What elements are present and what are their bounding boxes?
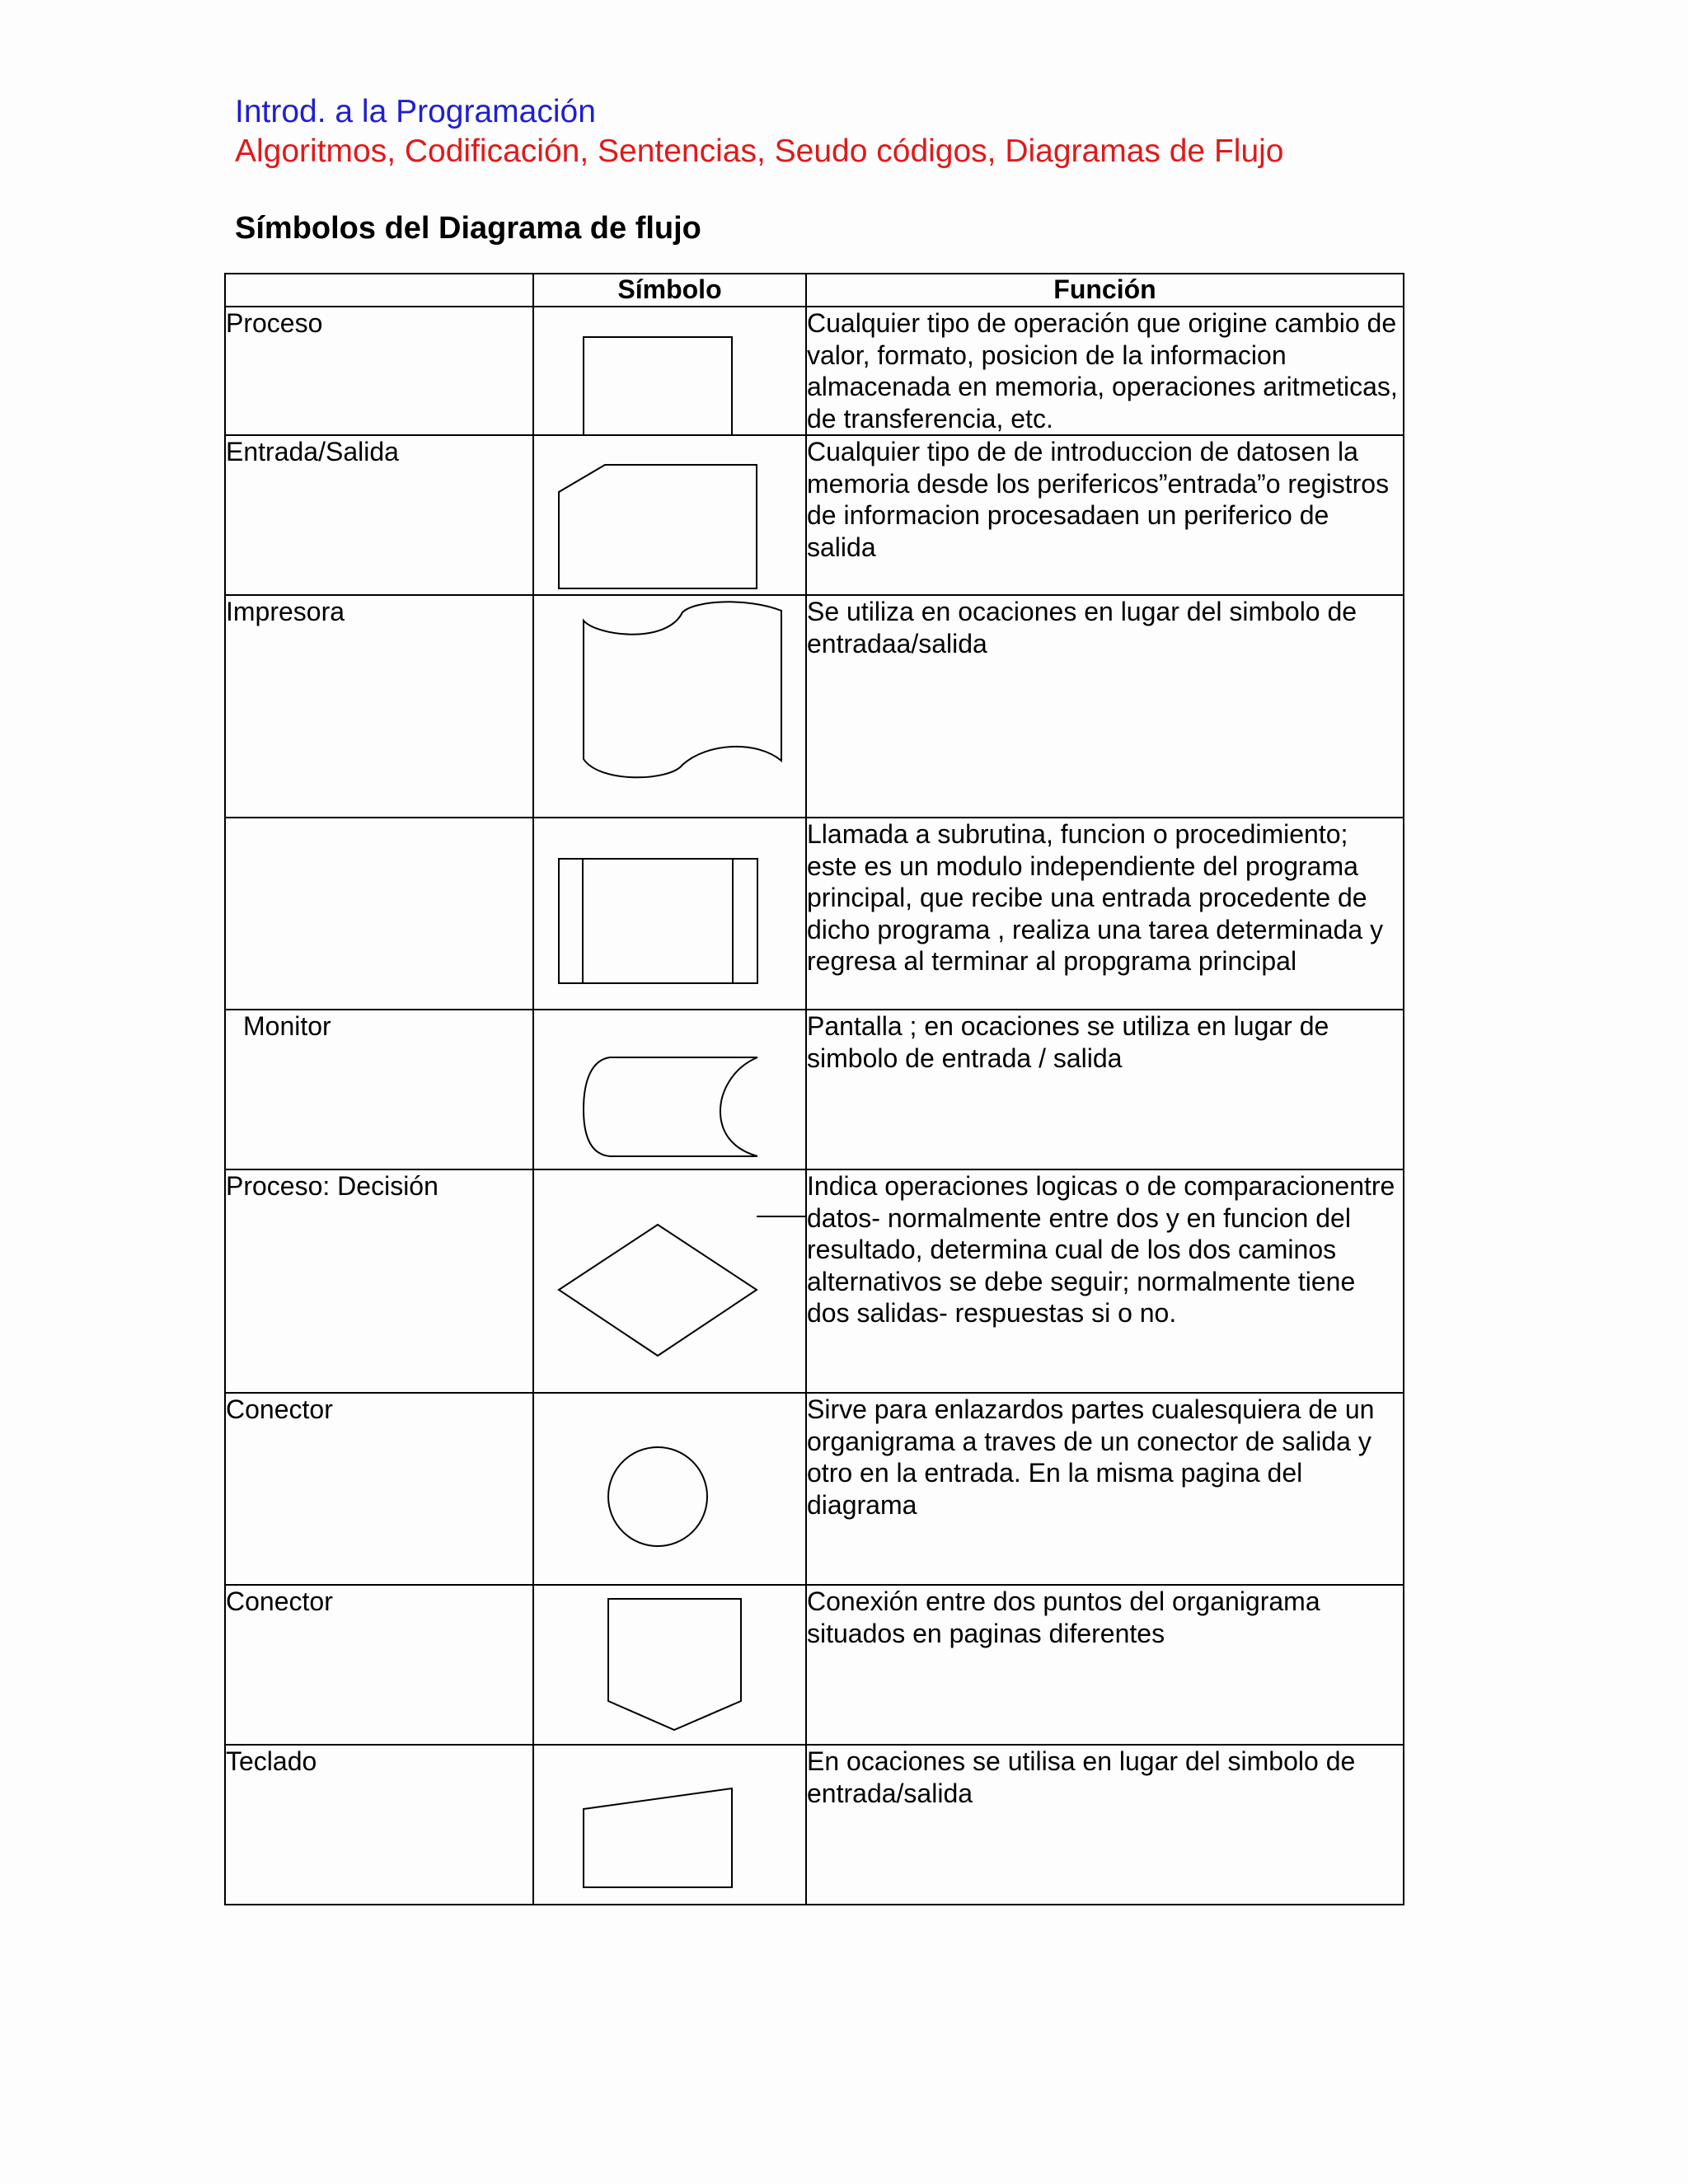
input-output-icon <box>534 436 807 594</box>
header-cell-name <box>225 274 533 307</box>
decision-diamond-icon <box>534 1170 807 1392</box>
table-row <box>225 435 1404 595</box>
symbol-name: Impresora <box>225 595 533 818</box>
subroutine-icon <box>534 818 807 1009</box>
symbol-name: Entrada/Salida <box>225 435 533 595</box>
symbol-cell <box>533 818 806 1010</box>
table-header-row <box>225 274 1404 307</box>
symbol-name: Conector <box>225 1585 533 1745</box>
off-page-connector-icon <box>534 1586 807 1744</box>
section-heading: Símbolos del Diagrama de flujo <box>235 211 701 246</box>
symbol-name: Proceso: Decisión <box>225 1169 533 1393</box>
topics-subtitle: Algoritmos, Codificación, Sentencias, Seudo códigos, Diagramas de Flujo <box>235 134 1284 169</box>
symbol-name: Proceso <box>225 307 533 435</box>
table-row <box>225 1169 1404 1393</box>
symbol-cell <box>533 1393 806 1585</box>
symbol-cell <box>533 435 806 595</box>
symbol-name: Teclado <box>225 1745 533 1905</box>
symbol-name: Monitor <box>225 1010 533 1169</box>
symbol-name: Conector <box>225 1393 533 1585</box>
connector-circle-icon <box>534 1394 807 1584</box>
symbol-function: Llamada a subrutina, funcion o procedimiento; este es un modulo independiente del programa principal, que recibe una entrada procedente de dicho programa , realiza una tarea determinada y regresa al terminar al propgrama principal <box>806 818 1404 1010</box>
manual-input-keyboard-icon <box>534 1746 807 1904</box>
header-cell-symbol: Símbolo <box>533 274 806 307</box>
symbol-function: Conexión entre dos puntos del organigrama situados en paginas diferentes <box>806 1585 1404 1745</box>
symbol-function: Sirve para enlazardos partes cualesquiera de un organigrama a traves de un conector de salida y otro en la entrada. En la misma pagina del diagrama <box>806 1393 1404 1585</box>
document-printer-icon <box>534 596 807 817</box>
symbol-name <box>225 818 533 1010</box>
table-row <box>225 595 1404 818</box>
symbol-function: En ocaciones se utilisa en lugar del simbolo de entrada/salida <box>806 1745 1404 1905</box>
table-row <box>225 1010 1404 1169</box>
document-header <box>235 92 1284 171</box>
course-title: Introd. a la Programación <box>235 94 596 129</box>
symbol-cell <box>533 1585 806 1745</box>
table-row <box>225 818 1404 1010</box>
symbol-cell <box>533 307 806 435</box>
table-row <box>225 1585 1404 1745</box>
table-row <box>225 307 1404 435</box>
symbol-function: Cualquier tipo de operación que origine cambio de valor, formato, posicion de la informacion almacenada en memoria, operaciones aritmeticas, de transferencia, etc. <box>806 307 1404 435</box>
symbol-function: Cualquier tipo de de introduccion de datosen la memoria desde los perifericos”entrada”o registros de informacion procesadaen un periferico de salida <box>806 435 1404 595</box>
display-monitor-icon <box>534 1010 807 1169</box>
header-cell-function: Función <box>806 274 1404 307</box>
symbol-cell <box>533 595 806 818</box>
flowchart-symbols-table <box>224 273 1404 1905</box>
symbol-cell <box>533 1010 806 1169</box>
symbol-cell <box>533 1745 806 1905</box>
symbol-cell <box>533 1169 806 1393</box>
table-row <box>225 1393 1404 1585</box>
symbol-function: Se utiliza en ocaciones en lugar del simbolo de entradaa/salida <box>806 595 1404 818</box>
symbol-function: Pantalla ; en ocaciones se utiliza en lugar de simbolo de entrada / salida <box>806 1010 1404 1169</box>
rectangle-process-icon <box>534 307 807 434</box>
table-row <box>225 1745 1404 1905</box>
symbol-function: Indica operaciones logicas o de comparacionentre datos- normalmente entre dos y en funcion del resultado, determina cual de los dos caminos alternativos se debe seguir; normalmente tiene dos salidas- respuestas si o no. <box>806 1169 1404 1393</box>
